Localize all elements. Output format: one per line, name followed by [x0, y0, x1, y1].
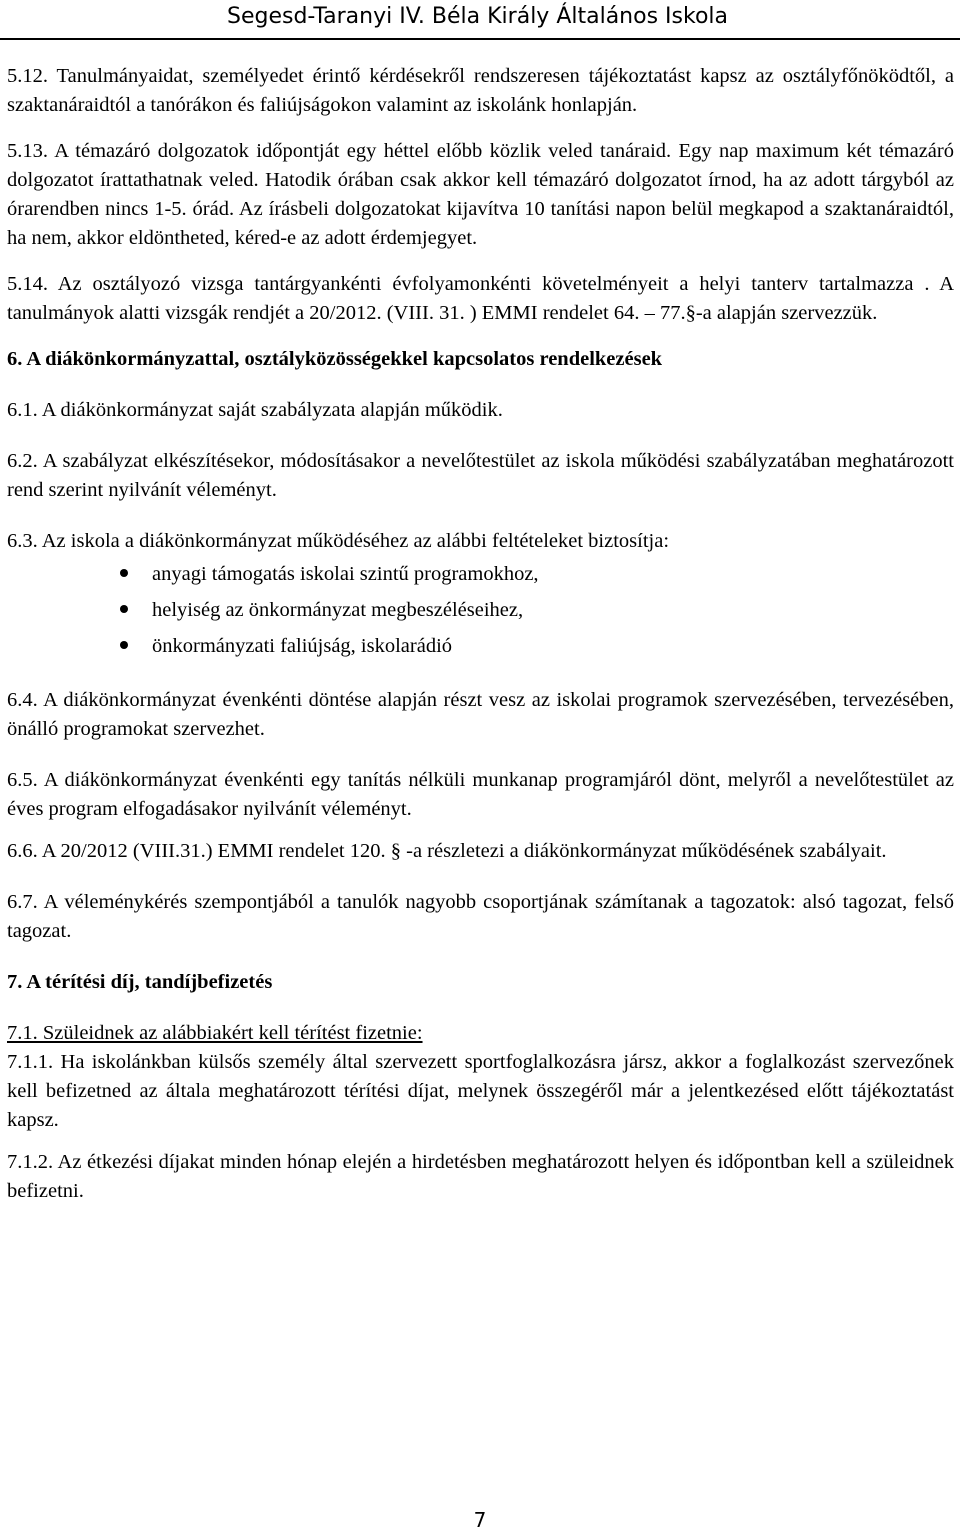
- list-item: önkormányzati faliújság, iskolarádió: [7, 628, 954, 664]
- support-list: [7, 556, 954, 664]
- bullet-icon: [120, 641, 128, 649]
- list-item: helyiség az önkormányzat megbeszéléseihez,: [7, 592, 954, 628]
- section-7-heading: 7. A térítési díj, tandíjbefizetés: [7, 971, 273, 993]
- paragraph-6-1: 6.1. A diákönkormányzat saját szabályzata alapján működik.: [7, 399, 503, 421]
- paragraph-7-1-1: 7.1.1. Ha iskolánkban külsős személy által szervezett sportfoglalkozásra jársz, akkor a foglalkozást szervezőnek kell befizetned az általa meghatározott térítési díjat, melynek összegéről már a jelentkezésed előtt tájékoztatást kapsz.: [7, 1051, 954, 1131]
- document-body: [7, 62, 954, 1206]
- paragraph-5-13: 5.13. A témazáró dolgozatok időpontját egy héttel előbb közlik veled tanáraid. Egy nap maximum két témazáró dolgozatot írattathatnak veled. Hatodik órában csak akkor kell témazáró dolgozatot írnod, ha az adott tárgyból az órarendben nincs 1-5. órád. Az írásbeli dolgozatokat kijavítva 10 tanítási napon belül megkapod a szaktanáraidtól, ha nem, akkor eldöntheted, kéred-e az adott érdemjegyet.: [7, 140, 954, 249]
- paragraph-5-12: 5.12. Tanulmányaidat, személyedet érintő kérdésekről rendszeresen tájékoztatást kapsz az osztályfőnöködtől, a szaktanáraidtól a tanórákon és faliújságokon valamint az iskolánk honlapján.: [7, 65, 954, 116]
- paragraph-6-5: 6.5. A diákönkormányzat évenkénti egy tanítás nélküli munkanap programjáról dönt, melyről a nevelőtestület az éves program elfogadásakor nyilvánít véleményt.: [7, 769, 954, 820]
- paragraph-5-14: 5.14. Az osztályozó vizsga tantárgyankénti évfolyamonkénti követelményeit a helyi tanterv tartalmazza . A tanulmányok alatti vizsgák rendjét a 20/2012. (VIII. 31. ) EMMI rendelet 64. – 77.§-a alapján szervezzük.: [7, 273, 954, 324]
- paragraph-6-3: 6.3. Az iskola a diákönkormányzat működéséhez az alábbi feltételeket biztosítja:: [7, 530, 670, 552]
- paragraph-6-7: 6.7. A véleménykérés szempontjából a tanulók nagyobb csoportjának számítanak a tagozatok: alsó tagozat, felső tagozat.: [7, 891, 954, 942]
- header-rule: [0, 38, 960, 40]
- section-6-heading: 6. A diákönkormányzattal, osztályközösségekkel kapcsolatos rendelkezések: [7, 348, 663, 370]
- bullet-icon: [120, 569, 128, 577]
- paragraph-6-2: 6.2. A szabályzat elkészítésekor, módosításakor a nevelőtestület az iskola működési szabályzatában meghatározott rend szerint nyilvánít véleményt.: [7, 450, 954, 501]
- bullet-icon: [120, 605, 128, 613]
- paragraph-7-1-2: 7.1.2. Az étkezési díjakat minden hónap elején a hirdetésben meghatározott helyen és időpontban kell a szüleidnek befizetni.: [7, 1151, 954, 1202]
- subsection-7-1-heading: 7.1. Szüleidnek az alábbiakért kell térítést fizetnie:: [7, 1022, 423, 1044]
- paragraph-6-6: 6.6. A 20/2012 (VIII.31.) EMMI rendelet 120. § -a részletezi a diákönkormányzat működésének szabályait.: [7, 840, 887, 862]
- page-number: 7: [473, 1508, 487, 1532]
- paragraph-6-4: 6.4. A diákönkormányzat évenkénti döntése alapján részt vesz az iskolai programok szervezésében, tervezésében, önálló programokat szervezhet.: [7, 689, 954, 740]
- list-item: anyagi támogatás iskolai szintű programokhoz,: [7, 556, 954, 592]
- page-header: [0, 0, 960, 44]
- header-title: Segesd-Taranyi IV. Béla Király Általános Iskola: [227, 4, 728, 29]
